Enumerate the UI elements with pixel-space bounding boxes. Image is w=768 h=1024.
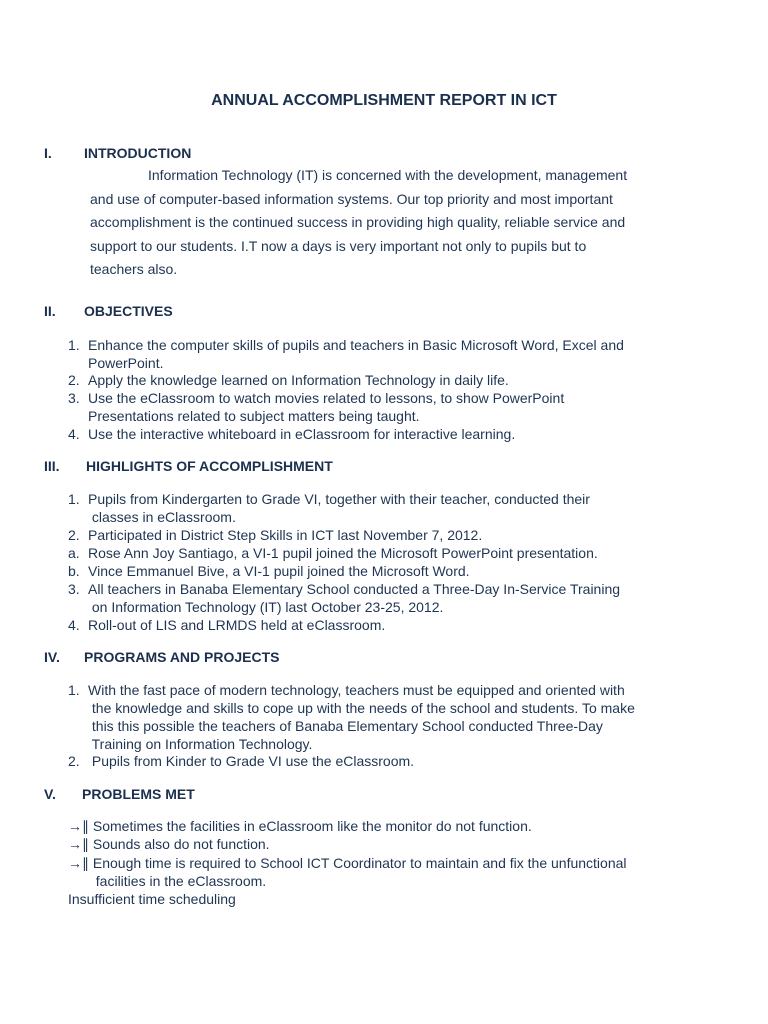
list-item-text: Enough time is required to School ICT Coordinator to maintain and fix the unfunctional [92, 855, 627, 871]
section-title: OBJECTIVES [84, 303, 173, 319]
list-item [68, 835, 270, 853]
list-item-text: this this possible the teachers of Banaba Elementary School conducted Three-Day [88, 718, 603, 734]
list-item [68, 389, 564, 425]
list-marker: 4. [68, 426, 80, 442]
section-number: I. [44, 145, 52, 161]
section-number: II. [44, 303, 56, 319]
list-item-text: Presentations related to subject matters being taught. [88, 408, 420, 424]
list-item-text: Participated in District Step Skills in ICT last November 7, 2012. [88, 527, 483, 543]
section-number: IV. [44, 649, 60, 665]
list-item-text: Enhance the computer skills of pupils and teachers in Basic Microsoft Word, Excel and [88, 337, 624, 353]
list-item [68, 490, 590, 526]
list-item-text: Use the interactive whiteboard in eClassroom for interactive learning. [88, 426, 516, 442]
list-item [68, 681, 635, 753]
list-item [68, 544, 598, 562]
list-marker: 1. [68, 491, 80, 507]
section-title: PROGRAMS AND PROJECTS [84, 649, 280, 665]
paragraph-line: accomplishment is the continued success in providing high quality, reliable service and [90, 214, 626, 230]
document-title: ANNUAL ACCOMPLISHMENT REPORT IN ICT [211, 92, 557, 109]
list-item [68, 817, 532, 835]
list-item [68, 336, 624, 372]
section-title: INTRODUCTION [84, 145, 192, 161]
list-item-text: Training on Information Technology. [88, 736, 313, 752]
list-marker: 2. [68, 372, 80, 388]
arrow-tab-icon: →∥ [68, 836, 89, 852]
paragraph-line: teachers also. [90, 261, 178, 277]
list-marker: 1. [68, 337, 80, 353]
list-item [68, 526, 482, 544]
list-item-text: PowerPoint. [88, 355, 164, 371]
list-item-text: With the fast pace of modern technology, teachers must be equipped and oriented with [88, 682, 625, 698]
section-number: V. [44, 786, 56, 802]
list-item-text: Pupils from Kindergarten to Grade VI, together with their teacher, conducted their [88, 491, 590, 507]
list-item [68, 580, 620, 616]
list-item [68, 562, 470, 580]
list-marker: 1. [68, 682, 80, 698]
list-item [68, 616, 385, 634]
section-number: III. [44, 458, 60, 474]
list-item-text: Rose Ann Joy Santiago, a VI-1 pupil joined the Microsoft PowerPoint presentation. [88, 545, 598, 561]
trailing-text: Insufficient time scheduling [68, 891, 236, 907]
list-item-text: facilities in the eClassroom. [88, 873, 267, 889]
list-marker: 4. [68, 617, 80, 633]
paragraph-line: support to our students. I.T now a days is very important not only to pupils but to [90, 237, 587, 254]
list-item-text: Vince Emmanuel Bive, a VI-1 pupil joined the Microsoft Word. [88, 563, 470, 579]
list-item-text: classes in eClassroom. [88, 509, 236, 525]
list-item-text: Pupils from Kinder to Grade VI use the eClassroom. [88, 753, 415, 769]
paragraph-line: Information Technology (IT) is concerned with the development, management [148, 167, 628, 183]
list-item-text: Apply the knowledge learned on Information Technology in daily life. [88, 372, 509, 388]
list-item [68, 752, 414, 770]
list-item-text: Use the eClassroom to watch movies related to lessons, to show PowerPoint [88, 390, 565, 406]
list-item [68, 371, 509, 389]
list-marker: 2. [68, 527, 80, 543]
list-item-text: the knowledge and skills to cope up with the needs of the school and students. To make [88, 700, 635, 716]
list-marker: 3. [68, 390, 80, 406]
arrow-tab-icon: →∥ [68, 818, 89, 834]
arrow-tab-icon: →∥ [68, 855, 89, 871]
list-marker: b. [68, 563, 80, 579]
list-item [68, 425, 515, 443]
list-item-text: Sounds also do not function. [92, 836, 270, 852]
paragraph-line: and use of computer-based information systems. Our top priority and most important [90, 190, 613, 207]
list-item-text: All teachers in Banaba Elementary School conducted a Three-Day In-Service Training [88, 581, 621, 597]
intro-paragraph [90, 164, 627, 282]
section-title: PROBLEMS MET [82, 786, 195, 802]
list-item-text: Roll-out of LIS and LRMDS held at eClassroom. [88, 617, 386, 633]
list-item-text: on Information Technology (IT) last October 23-25, 2012. [88, 599, 444, 615]
section-title: HIGHLIGHTS OF ACCOMPLISHMENT [86, 458, 333, 474]
list-item [68, 854, 627, 890]
list-marker: 2. [68, 753, 80, 769]
list-marker: a. [68, 545, 80, 561]
list-marker: 3. [68, 581, 80, 597]
list-item-text: Sometimes the facilities in eClassroom like the monitor do not function. [92, 818, 532, 834]
